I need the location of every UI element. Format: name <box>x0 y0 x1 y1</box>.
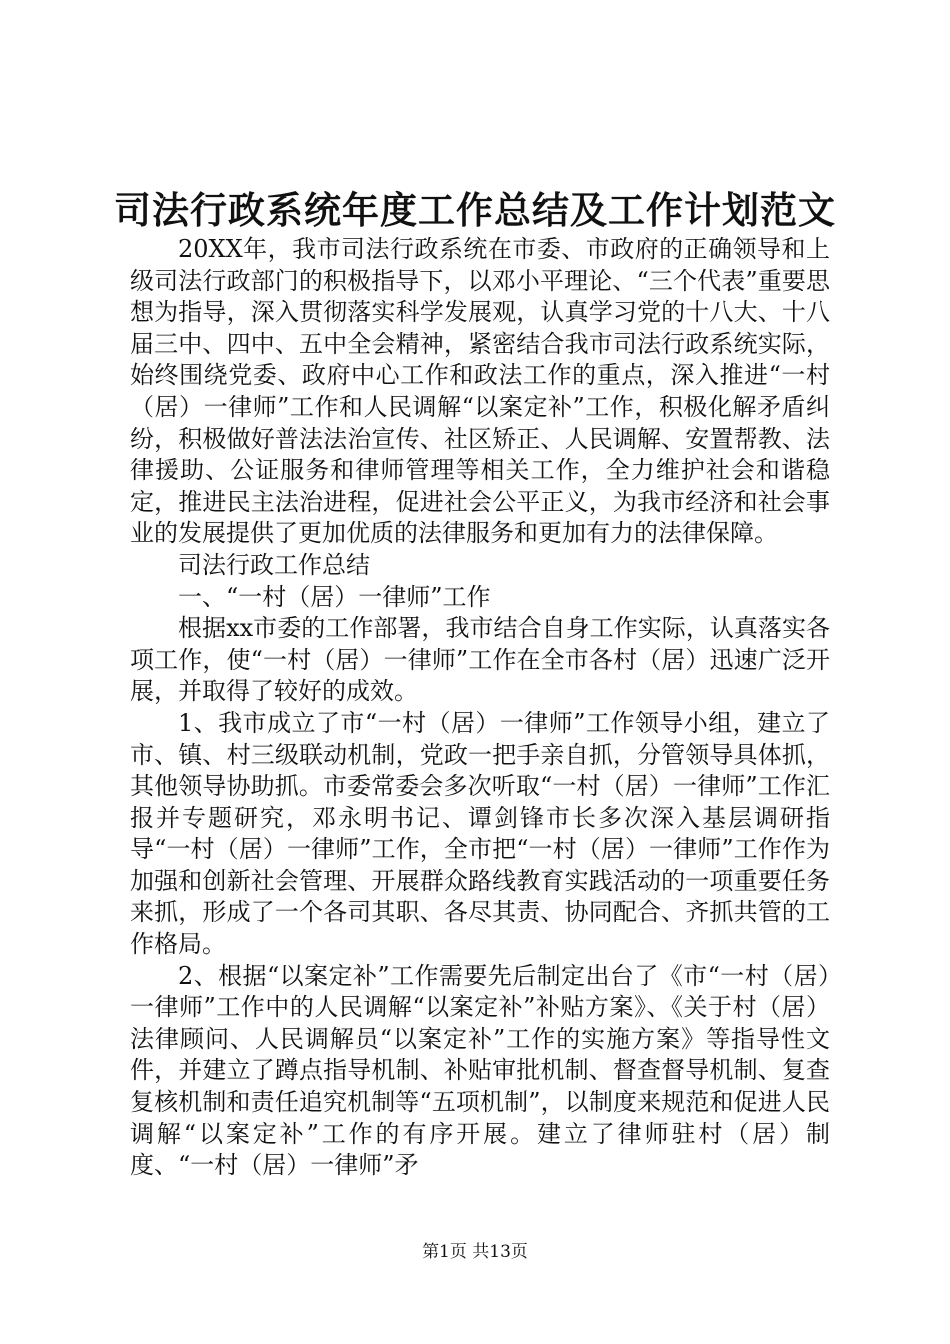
paragraph: 1、我市成立了市“一村（居）一律师”工作领导小组，建立了市、镇、村三级联动机制，党政一把手亲自抓，分管领导具体抓，其他领导协助抓。市委常委会多次听取“一村（居）一律师”工作汇报并专题研究，邓永明书记、谭剑锋市长多次深入基层调研指导“一村（居）一律师”工作，全市把“一村（居）一律师”工作作为加强和创新社会管理、开展群众路线教育实践活动的一项重要任务来抓，形成了一个各司其职、各尽其责、协同配合、齐抓共管的工作格局。 <box>130 708 830 959</box>
document-body <box>130 234 830 1182</box>
section-heading: 司法行政工作总结 <box>178 550 370 579</box>
paragraph-intro: 20XX年，我市司法行政系统在市委、市政府的正确领导和上级司法行政部门的积极指导下，以邓小平理论、“三个代表”重要思想为指导，深入贯彻落实科学发展观，认真学习党的十八大、十八届三中、四中、五中全会精神，紧密结合我市司法行政系统实际，始终围绕党委、政府中心工作和政法工作的重点，深入推进“一村（居）一律师”工作和人民调解“以案定补”工作，积极化解矛盾纠纷，积极做好普法法治宣传、社区矫正、人民调解、安置帮教、法律援助、公证服务和律师管理等相关工作，全力维护社会和谐稳定，推进民主法治进程，促进社会公平正义，为我市经济和社会事业的发展提供了更加优质的法律服务和更加有力的法律保障。 <box>130 235 830 548</box>
page-number: 第1页 共13页 <box>422 1242 528 1262</box>
paragraph: 根据xx市委的工作部署，我市结合自身工作实际，认真落实各项工作，使“一村（居）一律师”工作在全市各村（居）迅速广泛开展，并取得了较好的成效。 <box>130 614 830 706</box>
document-title: 司法行政系统年度工作总结及工作计划范文 <box>114 188 836 232</box>
subsection-heading: 一、“一村（居）一律师”工作 <box>178 582 491 611</box>
paragraph: 2、根据“以案定补”工作需要先后制定出台了《市“一村（居）一律师”工作中的人民调解“以案定补”补贴方案》、《关于村（居）法律顾问、人民调解员“以案定补”工作的实施方案》等指导性文件，并建立了蹲点指导机制、补贴审批机制、督查督导机制、复查复核机制和责任追究机制等“五项机制”，以制度来规范和促进人民调解“以案定补”工作的有序开展。建立了律师驻村（居）制度、“一村（居）一律师”矛 <box>130 961 830 1180</box>
